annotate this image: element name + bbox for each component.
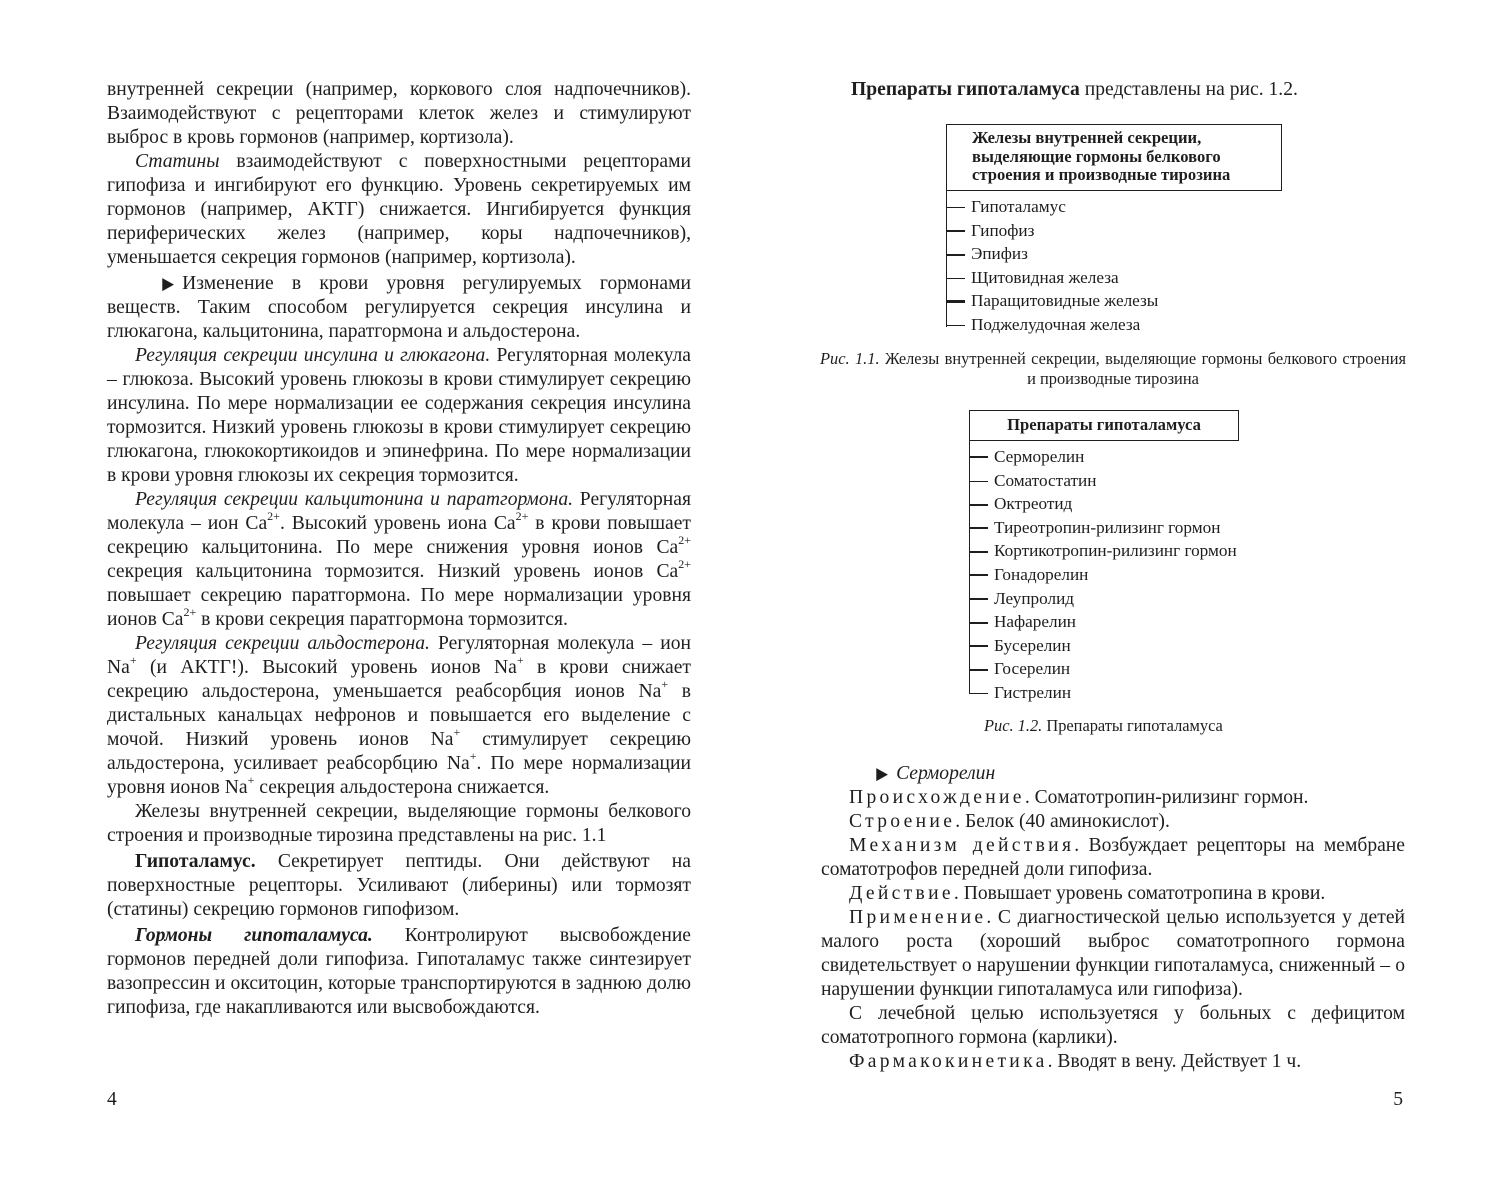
paragraph-insulin-glucagon: Регуляция секреции инсулина и глюкагона. Регуляторная молекула – глюкоза. Высокий уровень глюкозы в крови стимулирует секрецию инсулина. По мере нормализации ее содержания секреция инсулина тормозится. Низкий уровень глюкозы в крови стимулирует секрецию глюкагона, глюкокортикоидов и эпинефрина. По мере нормализации в крови уровня глюкозы их секреция тормозится. — [107, 345, 691, 486]
field-application: Применение. С диагностической целью используется у детей малого роста (хороший выброс соматотропного гормона свидетельствует о нарушении функции гипоталамуса, сниженный – о нарушении функции гипоталамуса или гипофиза). — [821, 907, 1405, 1000]
field-pharmacokinetics: Фармакокинетика. Вводят в вену. Действует 1 ч. — [849, 1051, 1302, 1072]
figure-1-1-list — [946, 191, 1282, 337]
field-mechanism: Механизм действия. Возбуждает рецепторы на мембране соматотрофов передней доли гипофиза. — [821, 835, 1405, 880]
figure-1-2-list — [969, 441, 1239, 705]
page-number-left: 4 — [107, 1089, 117, 1110]
field-origin: Происхождение. Соматотропин-рилизинг гормон. — [849, 787, 1309, 808]
list-item: Эпифиз — [946, 242, 1282, 266]
drug-section — [821, 762, 1405, 1074]
term-italic: Регуляция секреции альдостерона. — [135, 633, 430, 654]
list-item: Тиреотропин-рилизинг гормон — [969, 516, 1239, 540]
drug-heading — [821, 762, 1405, 786]
paragraph-hypothalamus: Гипоталамус. Секретирует пептиды. Они действуют на поверхностные рецепторы. Усиливают (либерины) или тормозят (статины) секрецию гормонов гипофизом. — [107, 851, 691, 920]
term-italic: Регуляция секреции кальцитонина и паратгормона. — [135, 489, 574, 510]
page-number-right: 5 — [1393, 1089, 1403, 1110]
paragraph-hypothalamus-hormones: Гормоны гипоталамуса. Контролируют высвобождение гормонов передней доли гипофиза. Гипоталамус также синтезирует вазопрессин и окситоцин, которые транспортируются в заднюю долю гипофиза, где накапливаются или высвобождаются. — [107, 925, 692, 1018]
field-therapeutic: С лечебной целью используетяся у больных с дефицитом соматотропного гормона (карлики). — [821, 1003, 1405, 1048]
list-item: Щитовидная железа — [946, 266, 1282, 290]
list-item: Серморелин — [969, 445, 1239, 469]
list-item: Гипоталамус — [946, 195, 1282, 219]
field-structure: Строение. Белок (40 аминокислот). — [849, 811, 1170, 832]
list-item: Госерелин — [969, 657, 1239, 681]
paragraph-blood-level: ▶ Изменение в крови уровня регулируемых гормонами веществ. Таким способом регулируется секреция инсулина и глюкагона, кальцитонина, паратгормона и альдостерона. — [107, 273, 691, 342]
list-item: Бусерелин — [969, 634, 1239, 658]
list-item: Паращитовидные железы — [946, 289, 1282, 313]
list-item: Гипофиз — [946, 219, 1282, 243]
paragraph-statins: Статины взаимодействуют с поверхностными рецепторами гипофиза и ингибируют его функцию. Уровень секретируемых им гормонов (например, АКТГ) снижается. Ингибируется функция периферических желез (например, коры надпочечников), уменьшается секреция гормонов (например, кортизола). — [107, 151, 691, 268]
list-item: Октреотид — [969, 492, 1239, 516]
figure-1-2-caption: Рис. 1.2. Препараты гипоталамуса — [984, 716, 1223, 735]
paragraph-continuation: внутренней секреции (например, коркового слоя надпочечников). Взаимодействуют с рецепторами клеток желез и стимулируют выброс в кровь гормонов (например, кортизола). — [107, 79, 691, 148]
term-bold-italic: Гормоны гипоталамуса. — [135, 925, 373, 946]
figure-1-2-diagram — [969, 410, 1239, 705]
list-item: Гонадорелин — [969, 563, 1239, 587]
paragraph-calcitonin: Регуляция секреции кальцитонина и паратгормона. Регуляторная молекула – ион $Ca^{2+}$. Высокий уровень иона $Ca^{2+}$ в крови повышает секрецию кальцитонина. По мере снижения уровня ионов $Ca^{2+}$ секреция кальцитонина тормозится. Низкий уровень ионов $Ca^{2+}$ повышает секрецию паратгормона. По мере нормализации уровня ионов $Ca^{2+}$ в крови секреция паратгормона тормозится. — [107, 489, 691, 630]
term-italic: Статины — [135, 151, 220, 172]
list-item: Поджелудочная железа — [946, 313, 1282, 337]
paragraph-glands-ref: Железы внутренней секреции, выделяющие гормоны белкового строения и производные тирозина представлены на рис. 1.1 — [107, 801, 691, 846]
arrow-bullet-icon: ▶ — [876, 764, 889, 783]
list-item: Соматостатин — [969, 469, 1239, 493]
list-item: Нафарелин — [969, 610, 1239, 634]
figure-1-1-header-box: Железы внутренней секреции, выделяющие гормоны белкового строения и производные тирозина — [946, 124, 1282, 191]
list-item: Леупролид — [969, 587, 1239, 611]
figure-1-2-header-box: Препараты гипоталамуса — [969, 410, 1239, 441]
term-italic: Регуляция секреции инсулина и глюкагона. — [135, 345, 491, 366]
paragraph-aldosterone: Регуляция секреции альдостерона. Регуляторная молекула – ион Na+ (и АКТГ!). Высокий уровень ионов Na+ в крови снижает секрецию альдостерона, уменьшается реабсорбция ионов Na+ в дистальных канальцах нефронов и повышается его выделение с мочой. Низкий уровень ионов Na+ стимулирует секрецию альдостерона, усиливает реабсорбцию Na+. По мере нормализации уровня ионов Na+ секреция альдостерона снижается. — [107, 633, 692, 798]
arrow-bullet-icon: ▶ — [162, 274, 175, 293]
figure-1-1-diagram — [946, 124, 1282, 337]
drug-name: Серморелин — [896, 763, 996, 784]
left-page-text — [107, 78, 691, 1020]
term-bold: Гипоталамус. — [135, 851, 256, 872]
term-bold: Препараты гипоталамуса — [851, 79, 1080, 100]
intro-line: Препараты гипоталамуса представлены на рис. 1.2. — [851, 79, 1298, 100]
list-item: Кортикотропин-рилизинг гормон — [969, 539, 1239, 563]
right-page — [756, 0, 1512, 1182]
list-item: Гистрелин — [969, 681, 1239, 705]
figure-1-1-caption: Рис. 1.1. Железы внутренней секреции, выделяющие гормоны белкового строения и производные тирозина — [820, 349, 1407, 388]
field-action: Действие. Повышает уровень соматотропина в крови. — [849, 883, 1326, 904]
